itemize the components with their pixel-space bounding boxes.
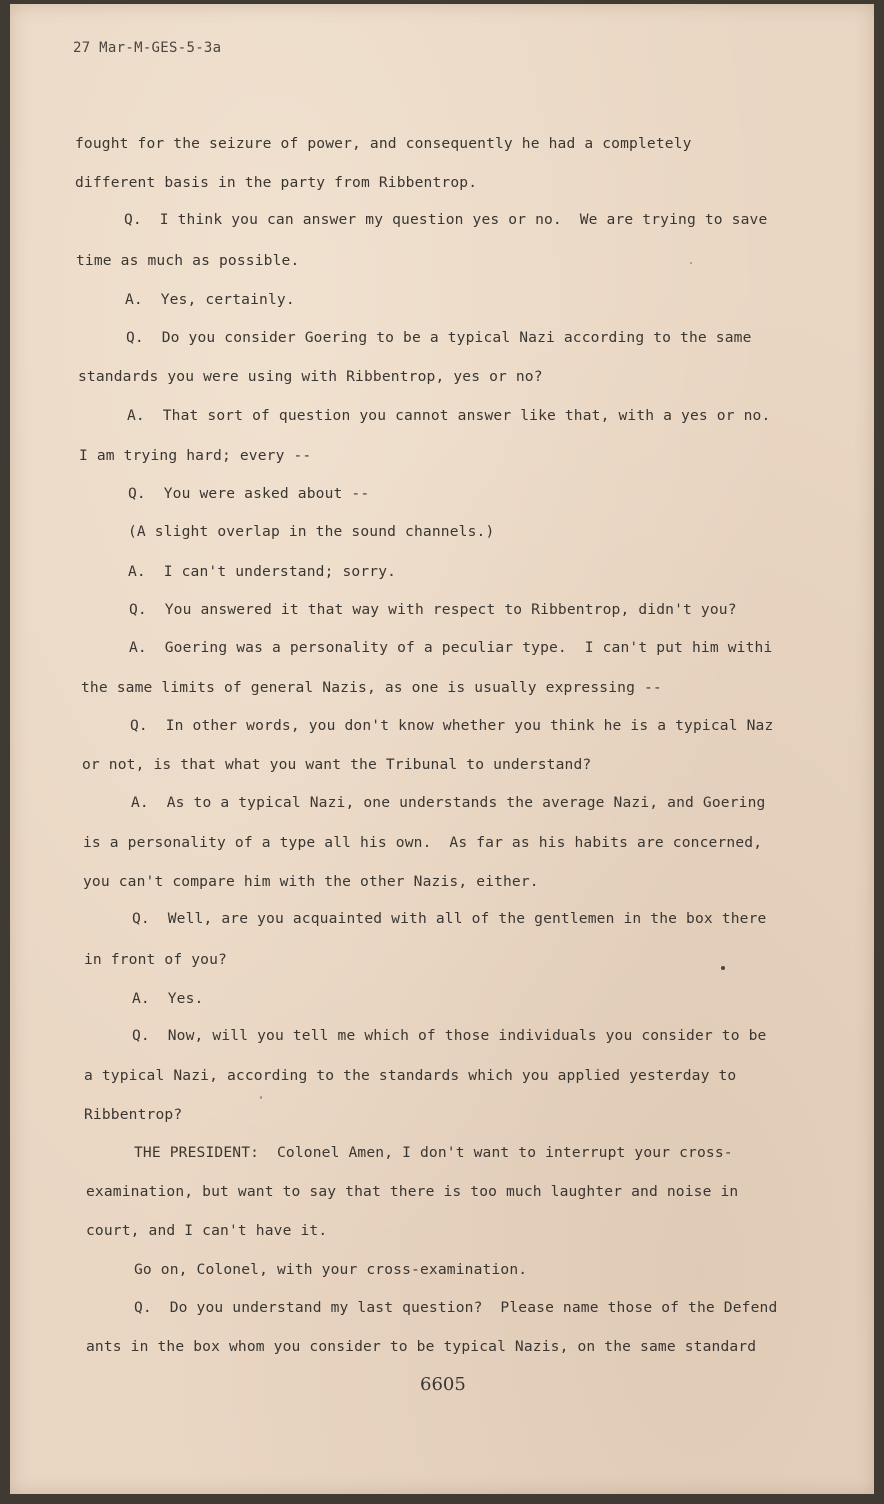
transcript-line: Q. Do you understand my last question? Please name those of the Defend — [134, 1299, 778, 1316]
transcript-line: A. That sort of question you cannot answer like that, with a yes or no. — [127, 407, 771, 424]
transcript-line: Go on, Colonel, with your cross-examination. — [134, 1261, 528, 1278]
transcript-line: A. Yes, certainly. — [125, 291, 295, 308]
transcript-line: I am trying hard; every -- — [79, 447, 312, 464]
transcript-line: fought for the seizure of power, and consequently he had a completely — [75, 135, 692, 152]
transcript-line: Q. In other words, you don't know whether you think he is a typical Naz — [130, 717, 774, 734]
transcript-line: THE PRESIDENT: Colonel Amen, I don't want to interrupt your cross- — [134, 1144, 733, 1161]
transcript-line: A. I can't understand; sorry. — [128, 563, 397, 580]
transcript-line: Q. I think you can answer my question yes or no. We are trying to save — [124, 211, 768, 228]
paper-speck — [721, 966, 725, 970]
transcript-line: the same limits of general Nazis, as one is usually expressing -- — [81, 679, 662, 696]
transcript-body — [10, 4, 874, 1494]
transcript-line: (A slight overlap in the sound channels.) — [128, 523, 495, 540]
paper-speck — [260, 1096, 262, 1099]
transcript-line: Q. You were asked about -- — [128, 485, 370, 502]
transcript-line: different basis in the party from Ribbentrop. — [75, 174, 478, 191]
transcript-line: Q. Do you consider Goering to be a typical Nazi according to the same — [126, 329, 752, 346]
transcript-line: you can't compare him with the other Nazis, either. — [83, 873, 539, 890]
page-number: 6605 — [420, 1374, 466, 1395]
transcript-line: examination, but want to say that there is too much laughter and noise in — [86, 1183, 739, 1200]
transcript-line: Ribbentrop? — [84, 1106, 183, 1123]
transcript-line: in front of you? — [84, 951, 227, 968]
transcript-line: A. Yes. — [132, 990, 204, 1007]
paper-speck — [690, 262, 692, 264]
transcript-line: Q. Well, are you acquainted with all of the gentlemen in the box there — [132, 910, 767, 927]
transcript-line: A. As to a typical Nazi, one understands the average Nazi, and Goering — [131, 794, 766, 811]
transcript-line: Q. You answered it that way with respect to Ribbentrop, didn't you? — [129, 601, 737, 618]
transcript-line: time as much as possible. — [76, 252, 300, 269]
transcript-line: standards you were using with Ribbentrop, yes or no? — [78, 368, 543, 385]
transcript-line: or not, is that what you want the Tribunal to understand? — [82, 756, 592, 773]
transcript-line: Q. Now, will you tell me which of those individuals you consider to be — [132, 1027, 767, 1044]
transcript-line: a typical Nazi, according to the standards which you applied yesterday to — [84, 1067, 737, 1084]
transcript-line: A. Goering was a personality of a peculiar type. I can't put him withi — [129, 639, 773, 656]
transcript-line: court, and I can't have it. — [86, 1222, 328, 1239]
transcript-line: is a personality of a type all his own. As far as his habits are concerned, — [83, 834, 763, 851]
document-page — [10, 4, 874, 1494]
page-header-reference: 27 Mar-M-GES-5-3a — [73, 40, 222, 56]
transcript-line: ants in the box whom you consider to be typical Nazis, on the same standard — [86, 1338, 757, 1355]
